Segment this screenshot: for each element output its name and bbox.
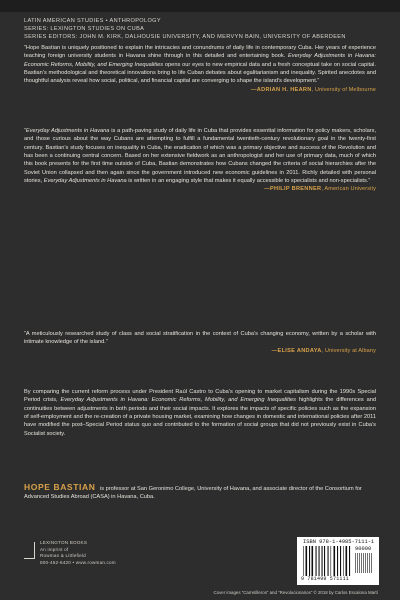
- publisher-block: [24, 540, 144, 584]
- author-name: HOPE BASTIAN: [24, 482, 96, 492]
- barcode-bars: [303, 546, 351, 576]
- barcode: [297, 537, 379, 585]
- blurb-attribution: —ADRIAN H. HEARN, University of Melbourne: [250, 86, 376, 93]
- top-band: [0, 0, 400, 12]
- series-name: SERIES: LEXINGTON STUDIES ON CUBA: [24, 26, 145, 33]
- blurb-andaya: “A meticulously researched study of class and social stratification in the context of Cuba’s changing economy, written by a scholar with intimate knowledge of the island.” —ELISE ANDAYA, University at Albany: [24, 331, 376, 354]
- subject-categories: LATIN AMERICAN STUDIES • ANTHROPOLOGY: [24, 18, 161, 24]
- book-title: Everyday Adjustments in Havana: Economic Reforms, Mobility, and Emerging Inequalities: [24, 53, 376, 68]
- price-barcode-bars: [355, 553, 373, 573]
- publisher-logo-icon: [24, 542, 35, 559]
- cover-image-credit: Cover images “Carretilleros” and “Revolucionarios” © 2018 by Carlos Escalona Martí: [213, 590, 378, 595]
- isbn-number: ISBN 978-1-4985-7111-1: [303, 539, 375, 545]
- blurb-hearn: “Hope Bastian is uniquely positioned to explain the intricacies and conundrums of daily life in contemporary Cuba. Her years of experience teaching foreign university students in Havana shine through in this detailed and entertaining book. Everyday Adjustments in Havana: Economic Reforms, Mobility, and Emerging Inequalities opens our eyes to new empirical data and a fresh conceptual take on social capital. Bastian’s methodological and theoretical innovations bring to life Cuban debates about egalitarianism and inequality. Spirited anecdotes and thoughtful analysis reveal how social, political, and financial capital are converging to shape the island’s development.” —ADRIAN H. HEARN, University of Melbourne: [24, 45, 376, 93]
- book-title: Everyday Adjustments in Havana: Economic Reforms, Mobility, and Emerging Inequalities: [60, 397, 296, 404]
- blurb-brenner: “Everyday Adjustments in Havana is a path-paving study of daily life in Cuba that provides essential information for policy makers, scholars, and those curious about the way Cubans are attempting to fulfill a fundamental twentieth-century revolutionary goal in the twenty-first century. Bastian’s study focuses on inequality in Cuba, the eradication of which was a primary objective and success of the Revolution and has been a continuing central concern. Based on her extensive fieldwork as an anthropologist and her use of primary data, much of which this book presents for the first time outside of Cuba, Bastian demonstrates how Cubans changed the criteria of social hierarchies after the Soviet Union collapsed and then again since the government introduced new economic guidelines in 2011. Richly detailed with personal stories, Everyday Adjustments in Havana is written in an engaging style that makes it equally accessible to specialists and non-specialists.” —PHILIP BRENNER, American University: [24, 128, 377, 193]
- series-info: [24, 17, 384, 42]
- book-title: Everyday Adjustments in Havana: [25, 128, 110, 134]
- barcode-digits: 9 781498 571111: [301, 576, 350, 582]
- price-code: 90000: [355, 546, 372, 552]
- series-editors: SERIES EDITORS: JOHN M. KIRK, DALHOUSIE UNIVERSITY, AND MERVYN BAIN, UNIVERSITY OF ABERDEEN: [24, 34, 346, 41]
- author-bio: HOPE BASTIAN is professor at San Geronimo College, University of Havana, and associate director of the Consortium for Advanced Studies Abroad (CASA) in Havana, Cuba.: [24, 482, 362, 501]
- blurb-attribution: —PHILIP BRENNER, American University: [264, 186, 376, 193]
- book-description: By comparing the current reform process under President Raúl Castro to Cuba’s opening to market capitalism during the 1990s Special Period crisis, Everyday Adjustments in Havana: Economic Reforms, Mobility, and Emerging Inequalities highlights the differences and continuities between adjustments in both periods and their social impacts. It explores the impacts of specific policies such as the expansion of self-employment and the re-creation of a private housing market, examining how changes in domestic and international policies after 2011 have modified the post–Special Period status quo and contributed to the formation of social groups that did not previously exist in Cuba’s Socialist society.: [24, 389, 376, 437]
- book-title: Everyday Adjustments in Havana: [43, 178, 127, 185]
- publisher-info: LEXINGTON BOOKS An imprint of Rowman & Littlefield 800-462-6420 • www.rowman.com: [40, 540, 116, 565]
- blurb-attribution: —ELISE ANDAYA, University at Albany: [271, 347, 376, 354]
